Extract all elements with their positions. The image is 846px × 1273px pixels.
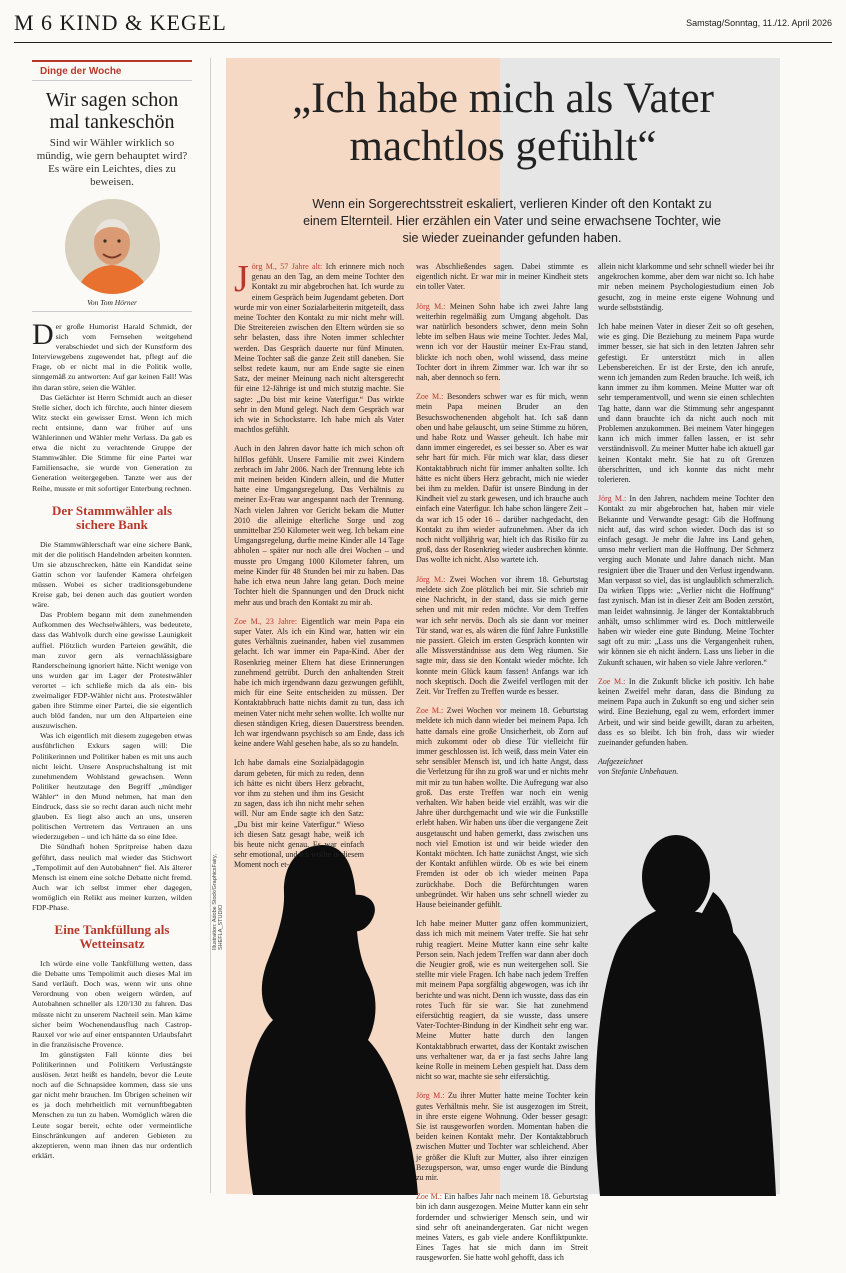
- sidebar-kicker: Dinge der Woche: [32, 60, 192, 81]
- article-paragraph: Ein halbes Jahr nach meinem 18. Geburtstag bin ich dann ausgezogen. Meine Mutter kann ein sehr fordernder und schwieriger Mensch sein, und wir sind sehr oft aneinandergeraten. Gar nicht wegen meines Vaters, es gab viele andere Konfliktpunkte. Eines Tages hat sie mich dann im Streit rausgeworfen. Sie hatte wohl gehofft, dass ich: [416, 1192, 588, 1263]
- headline-line: „Ich habe mich als Vater: [292, 75, 714, 122]
- speaker-label: Jörg M.:: [598, 494, 627, 504]
- article-headline: [226, 75, 780, 171]
- sidebar-paragraph: Ich würde eine volle Tankfüllung wetten, dass die Debatte ums Tempolimit auch dieses Mal im Sand verläuft. Doch was, wenn wir uns ohne Verordnung von oben weigern würden, auf Autobahnen schneller als 120/130 zu fahren. Das müsste nicht zu unserem Nachteil sein. Man käme sicher beim Wochenendausflug nach Castrop-Rauxel vor wie auf einer entspannten Urlaubsfahrt in die französische Provence.: [32, 959, 192, 1049]
- article-deck: Wenn ein Sorgerechtsstreit eskaliert, verlieren Kinder oft den Kontakt zu einem Elternteil. Hier erzählen ein Vater und seine erwachsene Tochter, wie sie wieder zueinander gefunden haben.: [303, 197, 721, 245]
- article-paragraph: Ich erinnere mich noch genau an den Tag, an dem meine Tochter den Kontakt zu mir abgebrochen hat. Ich wurde zu einem Gespräch beim Jugendamt gebeten. Dort wurde mir von einer Sozialarbeiterin mitgeteilt, dass meine Tochter den Kontakt zu mir nicht mehr will. Die Streitereien zwischen den Eltern würden sie so sehr belasten, dass ihre Noten immer schlechter werden. Das Gespräch dauerte nur fünf Minuten. Meine Tochter saß die ganze Zeit still daneben. Sie selbst redete kaum, nur am Ende sagte sie einen Satz, der meiner Meinung nach nicht altersgerecht für eine 12-Jährige ist und mich stutzig machte. Sie sagte: „Du bist mir keine Vaterfigur.“ Das wirkte sehr in den Mund gelegt. Nach dem Gespräch war ich wie in Schockstarre. Ich habe mich als Vater machtlos gefühlt.: [234, 262, 404, 435]
- speaker-label: Jörg M.:: [416, 301, 446, 311]
- article-column-3: [598, 262, 774, 778]
- speaker-label: Zoe M.:: [416, 706, 444, 716]
- article-paragraph: Zwei Wochen vor ihrem 18. Geburtstag meldete sich Zoe plötzlich bei mir. Sie schrieb mir eine Nachricht, in der stand, dass sie mich gerne sehen und mit mir reden möchte. Vor dem Treffen war ich sehr nervös. Doch als sie dann vor meiner Tür stand, war es, als wären die fünf Jahre Funkstille nie passiert. Gleich im ersten Gespräch konnten wir alle Missverständnisse aus dem Weg räumen. Sie sagte mir, dass sie den Kontakt wieder möchte. Ich konnte mein Glück kaum fassen! Anfangs war ich noch skeptisch. Doch die Zweifel verflogen mit der Zeit. Vor Treffen zu Treffen wurde es besser.: [416, 574, 588, 696]
- speaker-label: Jörg M.:: [416, 574, 446, 584]
- sidebar-paragraph: Das Problem begann mit dem zunehmenden Aufkommen des Wechselwählers, was bedeutete, dass das Wahlvolk durch eine gewisse Launigkeit auffiel. Plötzlich wurden Parteien gewählt, die man zuvor gern als vernachlässigbare Randerscheinung ignoriert hätte. Nicht wenige von uns wurden gar im Lager der Protestwähler verortet – ich schließe mich da als ein- bis zweimaliger FDP-Wähler nicht aus. Protestwähler gaben ihre Stimme einer Partei, die sie eigentlich auch blöd fanden, nur um den Altparteien eine auszuwischen.: [32, 610, 192, 731]
- column-divider: [210, 58, 211, 1193]
- article-column-2: [416, 262, 588, 1273]
- signature-line: von Stefanie Unbehauen.: [598, 767, 679, 777]
- speaker-label: Zoe M.:: [416, 1192, 442, 1202]
- speaker-label: Zoe M.:: [416, 392, 444, 402]
- section-title: M 6 KIND & KEGEL: [14, 10, 227, 35]
- sidebar-paragraph: Im günstigsten Fall könnte dies bei Politikerinnen und Politikern Verlustängste auslösen. Jetzt heißt es handeln, bevor die Leute noch auf die Schnapsidee kommen, dass sie uns gar nicht mehr brauchen. Im Übrigen scheinen wir es ja doch mehrheitlich mit vernunftbegabten Menschen zu tun zu haben. Womöglich wären die Leute sogar bereit, echte oder vermeintliche Einschränkungen auf anderen Gebieten zu akzeptieren, wenn man ihnen das nur ordentlich erklärt.: [32, 1049, 192, 1160]
- sidebar-byline: Von Tom Hörner: [32, 298, 192, 312]
- article-paragraph: In die Zukunft blicke ich positiv. Ich habe keinen Zweifel mehr daran, dass die Bindung zu meinem Papa auch in Zukunft so eng und sicher sein wird. Eine Beziehung, egal zu wem, erfordert immer Arbeit, und wir sind beide gewillt, daran zu arbeiten, dass es so bleibt. Ich bin froh, dass wir wieder zueinander gefunden haben.: [598, 676, 774, 747]
- article-paragraph: Zwei Wochen vor meinem 18. Geburtstag meldete ich mich dann wieder bei meinem Papa. Ich hatte damals eine große Unsicherheit, ob Zorn auf mich zukommt oder ob diese Tür vielleicht für immer geschlossen ist. Ich weiß, dass mein Vater ein sehr sensibler Mensch ist, und ich hatte Angst, dass die Verletzung für ihn zu groß war und er nichts mehr mit mir zu tun haben wollte. Die Aufregung war also groß. Das erste Treffen war noch ein wenig verhalten. Wir haben beide viel erzählt, was wir die Jahre über durchgemacht und wie wir die Funkstille erlebt haben. Wir haben uns über die vergangene Zeit ausgetauscht und haben gemerkt, dass zwischen uns noch viel Emotion ist und wir beide wieder den Kontakt möchten. Ich hatte zunächst Angst, wie sich der Kontakt anfühlen würde. Ob es wie bei einem Fremden ist oder ob ich wieder meinen Papa zurückhabe. Doch die Befürchtungen waren unbegründet. Wir haben uns sehr schnell wieder zu Hause beieinander gefühlt.: [416, 706, 588, 909]
- headline-line: machtlos gefühlt“: [349, 123, 657, 170]
- signature-line: Aufgezeichnet: [598, 757, 643, 767]
- sidebar-column: [32, 60, 192, 1161]
- article-paragraph: was Abschließendes sagen. Dabei stimmte es eigentlich nicht. Er war mir in meiner Kindheit stets ein toller Vater.: [416, 262, 588, 292]
- article-signature: [598, 757, 774, 777]
- article-paragraph: Ich habe meinen Vater in dieser Zeit so oft gesehen, wie es ging. Die Beziehung zu meinem Papa wurde immer besser, sie hat sich in den letzten Jahren sehr gefestigt. Er unterstützt mich in allen Lebensbereichen. Er ist der Erste, den ich anrufe, wenn ich jemanden zum Reden brauche. Ich weiß, ich kann immer zu ihm kommen. Meine Mutter war oft sehr temperamentvoll, und wenn sie einen schlechten Tag hatte, dann war die Stimmung sehr angespannt und dann brauchte ich da nicht auch noch mit Problemen anzukommen. Bei meinem Vater hingegen kann ich mich immer fallen lassen, er ist sehr verständnisvoll. Zu meiner Mutter habe ich aktuell gar keinen Kontakt mehr. Sie hat zu oft Grenzen überschritten, und ich konnte das nicht mehr tolerieren.: [598, 322, 774, 485]
- illustration-credit: Illustration: Adobe Stock/GraphicsFairy, SHEFLA_STUDIO: [212, 854, 224, 950]
- sidebar-deck: Sind wir Wähler wirklich so mündig, wie gern behauptet wird? Es wäre ein Leichtes, dies zu beweisen.: [36, 137, 188, 188]
- sidebar-subheading: Der Stammwähler als sichere Bank: [51, 502, 173, 532]
- author-photo: [65, 199, 160, 294]
- sidebar-paragraph: Die Stammwählerschaft war eine sichere Bank, mit der die politisch Handelnden arbeiten konnten. Um sie abzuschrecken, hätte ein Kandidat seine Gattin schon vor laufender Kamera ohrfeigen müssen. Wobei es sicher traditionsgebundene Kreise gab, bei denen auch das goutiert worden wäre.: [32, 539, 192, 610]
- sidebar-body: [32, 318, 192, 1161]
- sidebar-paragraph: Was ich eigentlich mit diesem zugegeben etwas ausführlichen Exkurs sagen will: Die Politikerinnen und Politiker haben es mit uns auch nicht leicht. Unsere Anspruchshaltung ist mit zunehmendem Wohlstand gewachsen. Wenn Politiker heutzutage den Begriff „mündiger Wähler“ in den Mund nehmen, hat man den Eindruck, dass sie so recht daran auch nicht mehr glauben. Es liegt also auch an uns, unseren politischen Vertretern das Vertrauen an uns wiederzugeben – und ich hätte da so eine Idee.: [32, 731, 192, 842]
- header-rule: [14, 42, 832, 43]
- article-paragraph: Besonders schwer war es für mich, wenn mein Papa meinen Bruder an den Besuchswochenenden abgeholt hat. Ich saß dann oben und habe gelauscht, um seine Stimme zu hören, und habe Rotz und Wasser geheult. Ich habe mir dann immer eingeredet, es sei besser so. Aber es war sehr hart für mich. Für mich war klar, dass dieser Kontaktabbruch nicht für immer anhalten sollte. Ich hätte es nicht übers Herz gebracht, mich nie wieder bei ihm zu melden. Dafür ist unsere Bindung in der Kindheit viel zu stark gewesen, und ich brauche auch einfach eine Vaterfigur. Ich habe schon längere Zeit – da war ich 15 oder 16 – darüber nachgedacht, den Kontakt zu ihm wieder aufzunehmen. Aber da ich noch nicht volljährig war, hielt ich das Risiko für zu groß, dass der Rosenkrieg wieder ausbrechen könnte. Das wollte ich nicht. Also wartete ich.: [416, 392, 588, 565]
- article-paragraph: In den Jahren, nachdem meine Tochter den Kontakt zu mir abgebrochen hat, haben mir viele Bekannte und Verwandte gesagt: Gib die Hoffnung nicht auf, das wird schon wieder. Doch das ist so einfach gesagt. Je mehr die Jahre ins Land gehen, umso mehr verliert man die Hoffnung. Der Schmerz verging auch Monate und Jahre danach nicht. Man resigniert über die Trauer und den Verlust irgendwann. Man verpasst so viel, das ist unglaublich schmerzlich. Da wirken Tipps wie: „Verlier nicht die Hoffnung“ fast zynisch. Man ist in dieser Zeit am Boden zerstört, man leidet wahnsinnig. Je länger der Kontaktabbruch anhält, umso schlimmer wird es. Doch mittlerweile haben wir wieder eine gute Bindung. Meine Tochter sagt oft zu mir: „Lass uns die Vergangenheit ruhen, wir können sie eh nicht ändern. Lass uns lieber in die Zukunft schauen, wir haben so viele Jahre verloren.“: [598, 494, 774, 667]
- man-silhouette-icon: [588, 822, 778, 1196]
- article-paragraph: Meinen Sohn habe ich zwei Jahre lang weiterhin regelmäßig zum Umgang abgeholt. Das war natürlich besonders schwer, denn mein Sohn lebte im selben Haus wie meine Tochter. Jedes Mal, wenn ich vor der Haustür meiner Ex-Frau stand, blickte ich noch oben, wohl wissend, dass meine Tochter dort in ihrem Zimmer war. Ich war ihr so nah, aber dennoch so fern.: [416, 301, 589, 383]
- speaker-label: örg M., 57 Jahre alt:: [251, 262, 323, 271]
- sidebar-headline: Wir sagen schon mal tankeschön: [45, 89, 179, 133]
- article-paragraph: Ich habe damals eine Sozialpädagogin darum gebeten, für mich zu reden, denn ich hätte es nicht übers Herz gebracht, vor ihm zu stehen und ihm ins Gesicht zu sagen, dass ich ihn nicht mehr sehen will. Nur am Ende sagte ich den Satz: „Du bist mir keine Vaterfigur.“ Wieso ich diesen Satz gesagt habe, weiß ich bis heute nicht genau. Es war einfach sehr emotional, und ich wollte in diesem Moment noch et-: [234, 758, 364, 870]
- sidebar-paragraph: Das Gelächter ist Herrn Schmidt auch an dieser Stelle sicher, doch ich fürchte, auch hinter diesem Witz steckt ein gewisser Ernst. Wenn ich mich recht entsinne, dann war früher auf uns Wählerinnen und Wähler mehr Verlass. Da gab es etwa die nicht zu verachtende Gruppe der Stammwähler. Die Stimme für eine Partei war Familiensache, sie wurde von Generation zu Generation weitergegeben. Tanzte wer aus der Reihe, musste er mit sofortiger Enterbung rechnen.: [32, 392, 192, 493]
- article-paragraph: Zu ihrer Mutter hatte meine Tochter kein gutes Verhältnis mehr. Sie ist ausgezogen im Streit, in ihre erste eigene Wohnung. Oder besser gesagt: Sie ist rausgeworfen worden. Momentan haben die beiden keinen Kontakt mehr. Der Kontaktabbruch zwischen Mutter und Tochter war schleichend. Aber je größer die Kluft zur Mutter, also ihrer einzigen Bezugsperson, war, umso enger wurde die Bindung zu mir.: [416, 1091, 588, 1183]
- woman-silhouette-icon: [228, 835, 428, 1195]
- article-paragraph: Auch in den Jahren davor hatte ich mich schon oft hilflos gefühlt. Unsere Familie mit zwei Kindern zerbrach im Jahr 2006. Nach der Trennung lebte ich mit meinen beiden Kindern allein, und die Mutter hatte eine Umgangsregelung. Das Verhältnis zu meiner Ex-Frau war angespannt nach der Trennung. Nach vielen Jahren vor Gericht bekam die Mutter 2010 die alleinige elterliche Sorge und zog unmittelbar 250 Kilometer weit weg. Ich bekam eine Umgangsregelung, durfte meine Kinder alle 14 Tage abholen – später nur noch alle drei Wochen – und musste pro Umgang 1000 Kilometer fahren, um meine Kinder für 48 Stunden bei mir zu haben. Das habe ich etwa neun Jahre lang getan. Doch meine Tochter hielt die Spannungen und den Druck nicht mehr aus und brach den Kontakt zu mir ab.: [234, 444, 404, 607]
- speaker-label: Zoe M.:: [598, 676, 626, 686]
- author-portrait-icon: [65, 199, 160, 294]
- article-column-1: [234, 258, 404, 880]
- article-paragraph: Eigentlich war mein Papa ein super Vater. Als ich ein Kind war, hatten wir ein gutes Verhältnis zueinander, haben viel zusammen gelacht. Ich war immer ein Papa-Kind. Aber der Rosenkrieg meiner Eltern hat diese Erinnerungen zunehmend getrübt. Durch den anhaltenden Streit habe ich mich irgendwann dazu gezwungen gefühlt, mich für eine Seite entscheiden zu müssen. Der Kontaktabbruch hatte nichts damit zu tun, dass ich meinen Vater nicht mehr sehen wollte. Ich wollte nur diesen ständigen Krieg, diesen Dauerstress beenden. Ich war irgendwann psychisch so am Ende, dass ich keine andere Wahl gesehen habe, als so zu handeln.: [234, 616, 404, 749]
- article-paragraph: allein nicht klarkomme und sehr schnell wieder bei ihr angekrochen komme, aber dem war nicht so. Ich habe mir neben meinem Psychologiestudium einen Job gesucht, zog in meine erste eigene Wohnung und wurde selbstständig.: [598, 262, 774, 312]
- speaker-label: Jörg M.:: [416, 1091, 445, 1101]
- sidebar-paragraph: er große Humorist Harald Schmidt, der sich vom Fernsehen weitgehend verabschiedet und sich der Kunstform des Interviewgebens zugewendet hat, pflegt auf die Frage, ob er nicht mal in die Politik wolle, sinngemäß zu antworten: Auf gar keinen Fall! Was ihn daran störe, seien die Wähler.: [32, 322, 192, 392]
- sidebar-dropcap: D: [32, 318, 54, 351]
- sidebar-subheading: Eine Tankfüllung als Wetteinsatz: [54, 922, 170, 952]
- sidebar-paragraph: Die Sündhaft hohen Spritpreise haben dazu geführt, dass neulich mal wieder das Stichwort „Tempolimit auf den Autobahnen“ fiel. Als älterer Mensch ist einem eine solche Debatte nicht fremd. Auch war ich selbst immer eher dagegen, womöglich ein Relikt aus meiner kurzen, wilden FDP-Phase.: [32, 842, 192, 912]
- issue-date: Samstag/Sonntag, 11./12. April 2026: [686, 18, 832, 28]
- article-paragraph: Ich habe meiner Mutter ganz offen kommuniziert, dass ich mich mit meinem Vater treffe. Sie hat sehr ruhig reagiert. Meine Mutter kann eine sehr kalte Person sein. Nach jedem Treffen war dann aber doch die Neugier groß, wie es nun weitergehen soll. Sie stellte mir viele Fragen. Ich habe nach jedem Treffen mit meinem Papa sorgfältig abgewogen, was ich ihr berichte und was nicht. Denn ich wusste, dass das ein rotes Tuch für sie war. Sie hat zunehmend eifersüchtig reagiert, da sie wusste, dass unsere Vater-Tochter-Bindung in der Kindheit sehr eng war. Meine Mutter hatte durch den langen Kontaktabbruch erwartet, dass der Kontakt zwischen uns verhaltener war, da er ja fast sechs Jahre lang keine Rolle in meinem Leben gespielt hat. Dass dem nicht so war, machte sie sehr eifersüchtig.: [416, 919, 588, 1082]
- speaker-label: Zoe M., 23 Jahre:: [234, 616, 298, 626]
- article-dropcap: J: [234, 258, 249, 300]
